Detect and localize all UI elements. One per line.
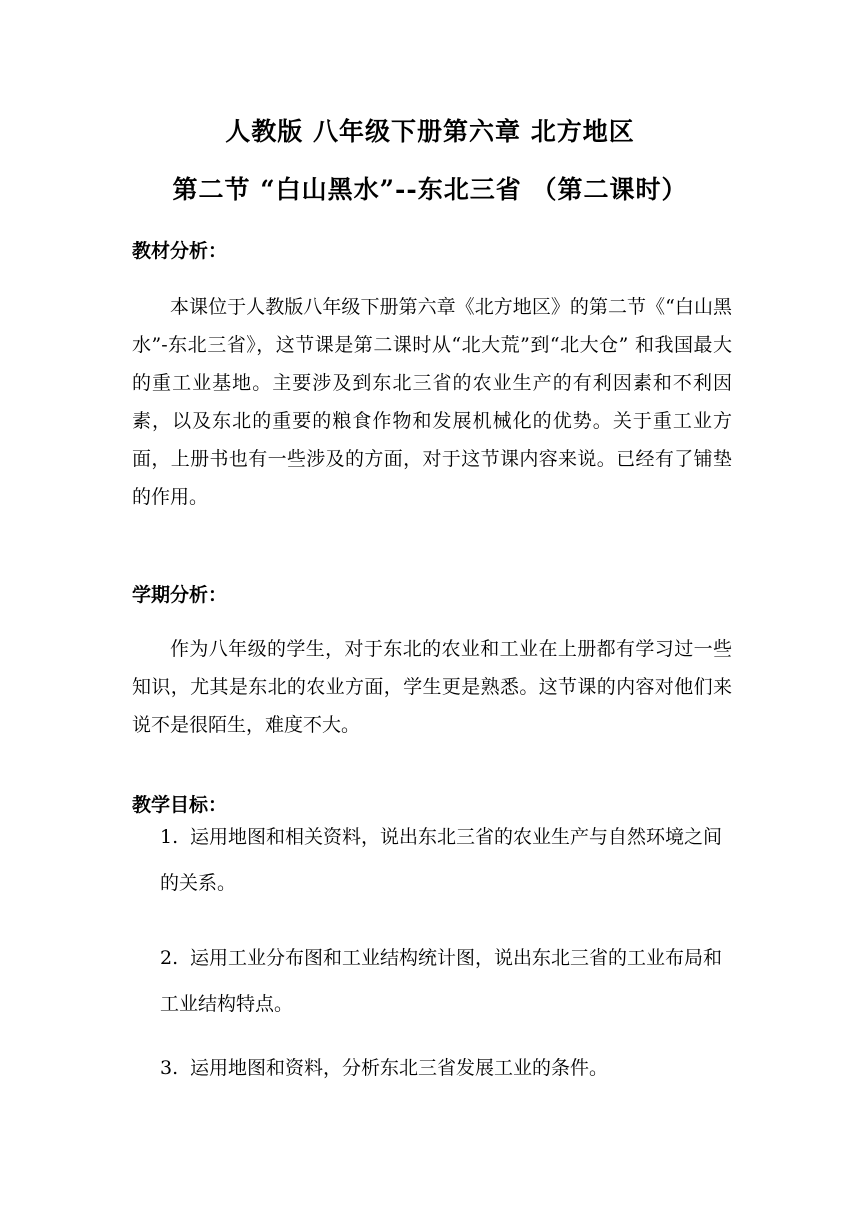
list-item (160, 1045, 732, 1091)
list-item-number: 1. (160, 826, 179, 848)
section-heading-textbook-analysis: 教材分析： (132, 240, 228, 262)
list-item-text: 运用工业分布图和工业结构统计图，说出东北三省的工业布局和工业结构特点。 (160, 947, 723, 1015)
section-paragraph-textbook-analysis: 本课位于人教版八年级下册第六章《北方地区》的第二节《“白山黑水”-东北三省》，这节课是第二课时从“北大荒”到“北大仓” 和我国最大的重工业基地。主要涉及到东北三省的农业生产的有利因素和不利因素，以及东北的重要的粮食作物和发展机械化的优势。关于重工业方面，上册书也有一些涉及的方面，对于这节课内容来说。已经有了铺垫的作用。 (132, 296, 732, 508)
document-title: 人教版 八年级下册第六章 北方地区 (225, 117, 635, 146)
list-item-number: 2. (160, 947, 179, 969)
list-item-text: 运用地图和相关资料，说出东北三省的农业生产与自然环境之间的关系。 (160, 826, 723, 894)
section-heading-teaching-goals: 教学目标： (132, 794, 228, 816)
document-subtitle: 第二节 “白山黑水”--东北三省 （第二课时） (172, 175, 688, 204)
section-heading-student-analysis: 学期分析： (132, 584, 228, 606)
list-item-text: 运用地图和资料，分析东北三省发展工业的条件。 (190, 1057, 609, 1079)
list-item (160, 814, 732, 906)
list-item-number: 3. (160, 1057, 179, 1079)
list-item (160, 935, 732, 1027)
section-paragraph-student-analysis: 作为八年级的学生，对于东北的农业和工业在上册都有学习过一些知识，尤其是东北的农业方面，学生更是熟悉。这节课的内容对他们来说不是很陌生，难度不大。 (132, 638, 732, 736)
